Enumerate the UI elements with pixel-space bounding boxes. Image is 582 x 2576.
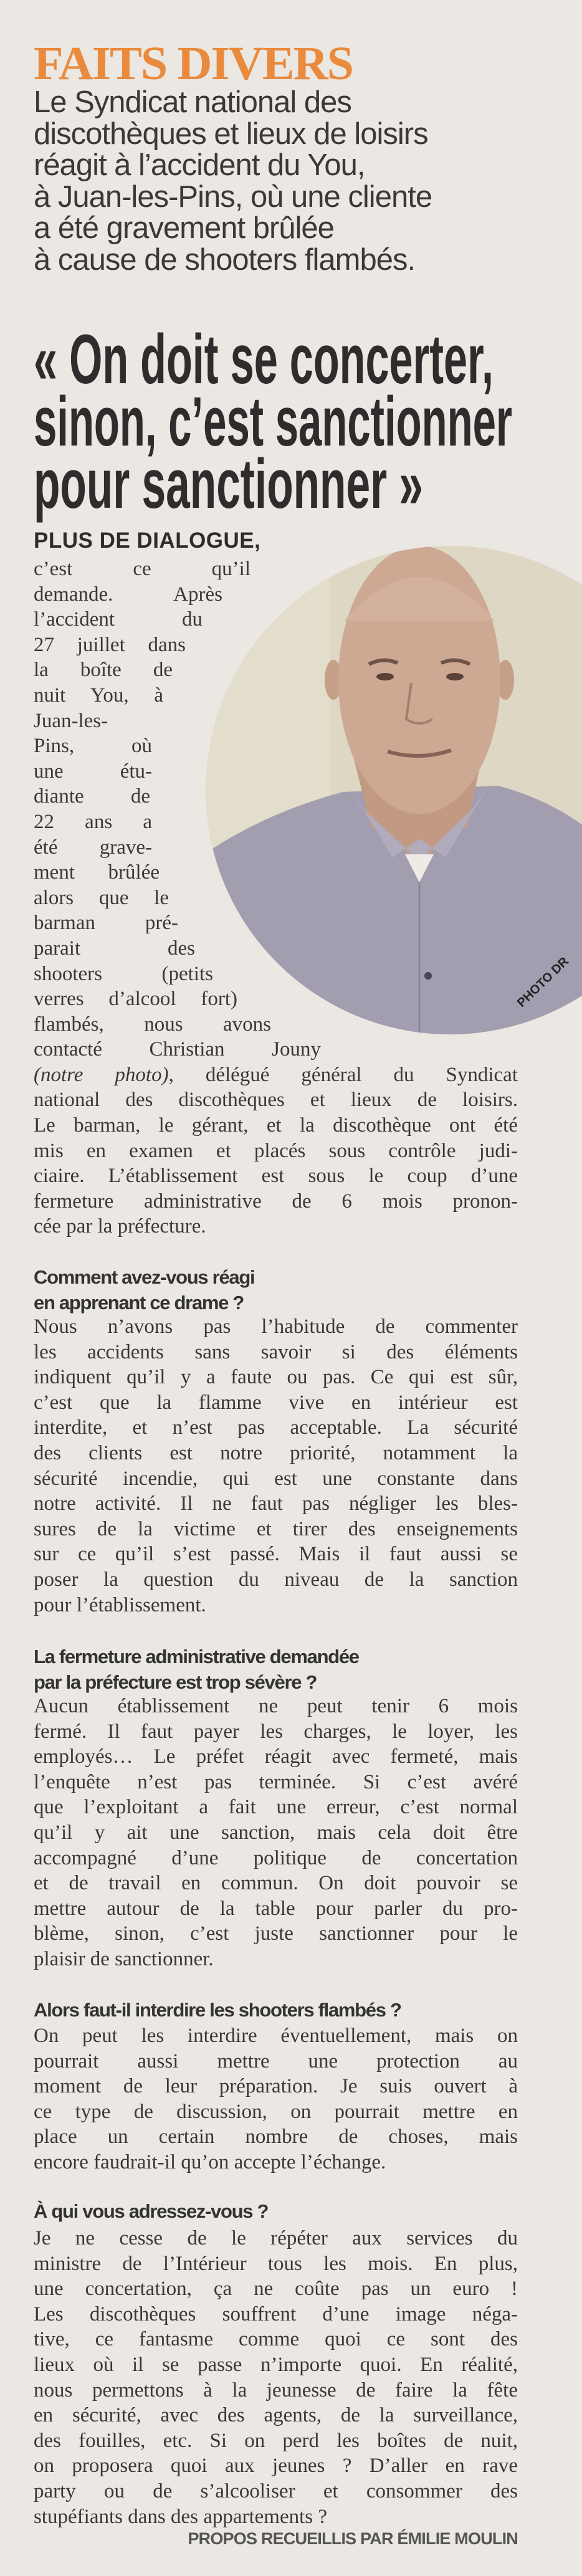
text-line: qu’il y ait une sanction, mais cela doit être — [34, 1821, 518, 1844]
text-line: l’accident du — [34, 608, 203, 631]
text-line: flambés, nous avons — [34, 1013, 271, 1036]
intro-line: à Juan-les-Pins, où une cliente — [34, 179, 432, 214]
text-line: party ou de s’alcooliser et consommer des — [34, 2479, 518, 2502]
text-line: que l’exploitant a fait une erreur, c’est normal — [34, 1796, 518, 1819]
question-2 — [34, 1644, 359, 1695]
text-line: alors que le — [34, 886, 169, 909]
text-line: mis en examen et placés sous contrôle judi- — [34, 1139, 518, 1162]
text-line: national des discothèques et lieux de loisirs. — [34, 1089, 518, 1112]
text-line: Nous n’avons pas l’habitude de commenter — [34, 1315, 518, 1338]
text-line: shooters (petits — [34, 962, 213, 985]
text-line: demande. Après — [34, 583, 222, 606]
text-line: plaisir de sanctionner. — [34, 1947, 214, 1970]
text-line: Les discothèques souffrent d’une image néga- — [34, 2302, 518, 2326]
headline-line: sinon, c’est sanctionner — [34, 383, 513, 460]
text-line: ment brûlée — [34, 861, 160, 884]
text-line: diante de — [34, 785, 150, 808]
text-line: On peut les interdire éventuellement, mais on — [34, 2025, 518, 2047]
text-line: Juan-les- — [34, 709, 108, 732]
text-line: c’est que la flamme vive en intérieur est — [34, 1391, 518, 1414]
question-1 — [34, 1264, 254, 1315]
question-line: Comment avez-vous réagi — [34, 1266, 255, 1288]
text-line: 27 juillet dans — [34, 633, 186, 656]
text-line: cée par la préfecture. — [34, 1215, 206, 1238]
question-line: par la préfecture est trop sévère ? — [34, 1671, 317, 1693]
text-line: des fouilles, etc. Si on perd les boîtes de nuit, — [34, 2429, 518, 2452]
question-3 — [34, 1997, 401, 2023]
text-line: 22 ans a — [34, 810, 152, 833]
text-line: ce type de discussion, on pourrait mettre en — [34, 2100, 518, 2123]
text-line: fermé. Il faut payer les charges, le loyer, les — [34, 1720, 518, 1743]
text-line: une étu- — [34, 760, 152, 783]
question-line: Alors faut-il interdire les shooters flambés ? — [34, 1999, 401, 2021]
text-line: sécurité incendie, qui est une constante dans — [34, 1467, 518, 1490]
text-line: la boîte de — [34, 659, 173, 682]
text-line: Le barman, le gérant, et la discothèque ont été — [34, 1114, 518, 1137]
text-line: poser la question du niveau de la sanction — [34, 1568, 518, 1591]
question-line: en apprenant ce drame ? — [34, 1292, 244, 1314]
text-line: pour l’établissement. — [34, 1593, 206, 1616]
text-line: en sécurité, avec des agents, de la surveillance, — [34, 2404, 518, 2427]
section-label: FAITS DIVERS — [34, 37, 353, 90]
text-line: une concertation, ça ne coûte pas un euro ! — [34, 2278, 518, 2301]
text-line: sur ce qu’il s’est passé. Mais il faut aussi se — [34, 1543, 518, 1566]
text-line: les accidents sans savoir si des éléments — [34, 1340, 518, 1363]
photo-credit: PHOTO DR — [515, 954, 571, 1010]
text-line: stupéfiants dans des appartements ? — [34, 2505, 328, 2528]
intro-line: à cause de shooters flambés. — [34, 242, 416, 277]
lead-label: PLUS DE DIALOGUE, — [34, 528, 261, 553]
text-line: Pins, où — [34, 735, 152, 758]
text-line: nous permettons à la jeunesse de faire la fête — [34, 2378, 518, 2402]
text-line: contacté Christian Jouny — [34, 1038, 321, 1061]
text-line: on proposera quoi aux jeunes ? D’aller en rave — [34, 2454, 518, 2478]
answer-1 — [34, 1314, 518, 1618]
question-4 — [34, 2198, 268, 2224]
text-line: sures de la victime et tirer des enseignements — [34, 1517, 518, 1540]
text-line: Je ne cesse de le répéter aux services du — [34, 2227, 518, 2249]
article-intro — [34, 87, 432, 275]
intro-line: réagit à l’accident du You, — [34, 148, 365, 182]
answer-4 — [34, 2226, 518, 2529]
text-line: indiquent qu’il y a faute ou pas. Ce qui est sûr, — [34, 1366, 518, 1389]
text-line: employés… Le préfet réagit avec fermeté, mais — [34, 1745, 518, 1768]
text-line: Aucun établissement ne peut tenir 6 mois — [34, 1695, 518, 1717]
text-line: verres d’alcool fort) — [34, 988, 237, 1011]
text-line: moment de leur préparation. Je suis ouvert à — [34, 2075, 518, 2098]
article-headline — [34, 320, 582, 523]
text-line: interdite, et n’est pas acceptable. La sécurité — [34, 1416, 518, 1439]
answer-3 — [34, 2023, 518, 2175]
lead-paragraph — [34, 556, 518, 1239]
headline-line: pour sanctionner » — [34, 445, 423, 523]
text-line: parait des — [34, 937, 195, 960]
byline: PROPOS RECUEILLIS PAR ÉMILIE MOULIN — [188, 2529, 518, 2548]
text-line: encore faudrait-il qu’on accepte l’échange. — [34, 2150, 386, 2173]
text-line: c’est ce qu’il — [34, 558, 250, 580]
text-line: accompagné d’une politique de concertation — [34, 1846, 518, 1869]
text-line: barman pré- — [34, 912, 178, 935]
text-line: blème, sinon, c’est juste sanctionner pour le — [34, 1922, 518, 1945]
text-line: notre activité. Il ne faut pas négliger les bles- — [34, 1492, 518, 1515]
intro-line: Le Syndicat national des — [34, 85, 351, 119]
text-line: été grave- — [34, 836, 152, 859]
text-line: (notre photo), délégué général du Syndicat — [34, 1063, 518, 1086]
intro-line: discothèques et lieux de loisirs — [34, 117, 428, 151]
text-line: pourrait aussi mettre une protection au — [34, 2049, 518, 2073]
text-line: tive, ce fantasme comme quoi ce sont des — [34, 2328, 518, 2351]
text-line: ciaire. L’établissement est sous le coup d’une — [34, 1165, 518, 1188]
text-line: mettre autour de la table pour parler du pro- — [34, 1897, 518, 1920]
intro-line: a été gravement brûlée — [34, 211, 334, 245]
text-line: place un certain nombre de choses, mais — [34, 2125, 518, 2149]
text-line: nuit You, à — [34, 684, 163, 707]
text-line: des clients est notre priorité, notamment la — [34, 1441, 518, 1464]
text-line: lieux où il se passe n’importe quoi. En réalité, — [34, 2353, 518, 2376]
question-line: La fermeture administrative demandée — [34, 1646, 359, 1667]
answer-2 — [34, 1694, 518, 1972]
text-line: l’enquête n’est pas terminée. Si c’est avéré — [34, 1770, 518, 1793]
text-line: fermeture administrative de 6 mois pronon- — [34, 1190, 518, 1213]
headline-line: « On doit se concerter, — [34, 320, 494, 398]
text-line: ministre de l’Intérieur tous les mois. En plus, — [34, 2252, 518, 2275]
question-line: À qui vous adressez-vous ? — [34, 2200, 269, 2222]
photo-reference: (notre photo) — [34, 1063, 169, 1086]
text-line: et de travail en commun. On doit pouvoir se — [34, 1872, 518, 1895]
